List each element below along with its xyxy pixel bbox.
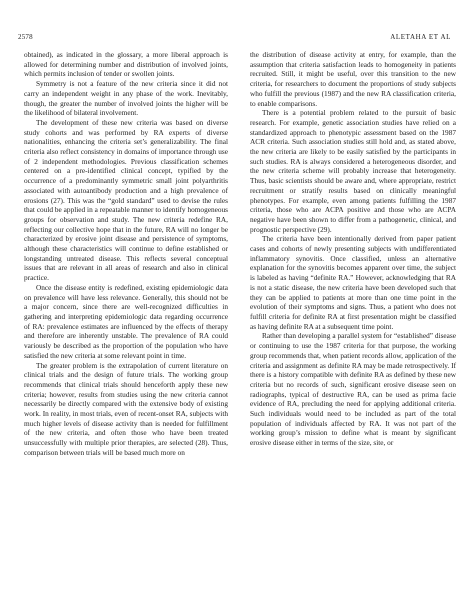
- paragraph: The criteria have been intentionally derived from paper patient cases and cohorts of newly presenting subjects with undifferentiated inflammatory synovitis. Once classified, unless an alternative explanation for the synovitis becomes apparent over time, the subject is labeled as having “definite RA.” However, acknowledging that RA is not a static disease, the new criteria have been developed such that they can be applied to patients at more than one time point in the evolution of their symptoms and signs. Thus, a patient who does not fulfill criteria for definite RA at first presentation might be classified as having definite RA at a subsequent time point.: [250, 234, 456, 331]
- paragraph: Symmetry is not a feature of the new criteria since it did not carry an independent weight in any phase of the work. Inevitably, though, the greater the number of involved joints the higher will be the likelihood of bilateral involvement.: [24, 79, 228, 118]
- paragraph: Rather than developing a parallel system for “established” disease or continuing to use the 1987 criteria for that purpose, the working group recommends that, when patient records allow, application of the criteria and assignment as definite RA may be made retrospectively. If there is a history compatible with definite RA as defined by these new criteria but no records of such, significant erosive disease seen on radiographs, typical of destructive RA, can be used as prima facie evidence of RA, precluding the need for applying additional criteria. Such individuals would need to be included as part of the total population of individuals affected by RA. It was not part of the working group’s mission to define what is meant by significant erosive disease either in terms of the size, site, or: [250, 331, 456, 448]
- paragraph: The greater problem is the extrapolation of current literature on clinical trials and the design of future trials. The working group recommends that clinical trials should henceforth apply these new criteria; however, results from studies using the new criteria cannot necessarily be directly compared with the extensive body of existing work. In reality, in most trials, even of recent-onset RA, subjects with much higher levels of disease activity than is needed for fulfillment of the new criteria, and often those who have been treated unsuccessfully with multiple prior therapies, are selected (28). Thus, comparison between trials will be based much more on: [24, 360, 228, 457]
- left-text-column: [24, 50, 228, 458]
- page-number: 2578: [18, 33, 33, 41]
- paragraph: The development of these new criteria was based on diverse study cohorts and was performed by RA experts of diverse nationalities, enhancing the criteria set’s generalizability. The final criteria also reflect consistency in domains of importance through use of 2 independent methodologies. Previous classification schemes centered on a pre-identified clinical concept, typified by the occurrence of a predominantly symmetric small joint polyarthritis associated with autoantibody production and a high prevalence of erosions (27). This was the “gold standard” used to devise the rules that could be applied in a repeatable manner to identify homogeneous groups for observation and study. The new criteria redefine RA, reflecting our collective hope that in the future, RA will no longer be characterized by erosive joint disease and persistence of symptoms, although these characteristics will continue to define established or longstanding untreated disease. This reflects several conceptual issues that are relevant in all areas of research and also in clinical practice.: [24, 117, 228, 283]
- paragraph: obtained), as indicated in the glossary, a more liberal approach is allowed for determining number and distribution of involved joints, which permits inclusion of tender or swollen joints.: [24, 50, 228, 79]
- running-title: ALETAHA ET AL: [390, 33, 451, 41]
- paragraph: the distribution of disease activity at entry, for example, than the assumption that criteria satisfaction leads to homogeneity in patients recruited. Still, it might be useful, over this transition to the new criteria, for researchers to document the proportions of study subjects who fulfill the previous (1987) and the new RA classification criteria, to enable comparisons.: [250, 50, 456, 108]
- paragraph: There is a potential problem related to the pursuit of basic research. For example, genetic association studies have relied on a standardized approach to phenotypic assessment based on the 1987 ACR criteria. Such association studies still hold and, as stated above, the new criteria are likely to be easily satisfied by the participants in such studies. RA is always considered a heterogeneous disorder, and the new criteria scheme will probably increase that heterogeneity. Thus, basic scientists should be aware and, where appropriate, restrict recruitment or stratify results based on clinically meaningful phenotypes. For example, even among patients fulfilling the 1987 criteria, those who are ACPA positive and those who are ACPA negative have been shown to differ from a pathogenetic, clinical, and prognostic perspective (29).: [250, 108, 456, 234]
- right-text-column: [250, 50, 456, 448]
- paragraph: Once the disease entity is redefined, existing epidemiologic data on prevalence will have less relevance. Generally, this should not be a major concern, since there are well-recognized difficulties in gathering and interpreting epidemiologic data regarding occurrence of RA: prevalence estimates are influenced by the effects of therapy and therefore are inherently unstable. The prevalence of RA could variously be described as the proportion of the population who have satisfied the new criteria at some relevant point in time.: [24, 282, 228, 360]
